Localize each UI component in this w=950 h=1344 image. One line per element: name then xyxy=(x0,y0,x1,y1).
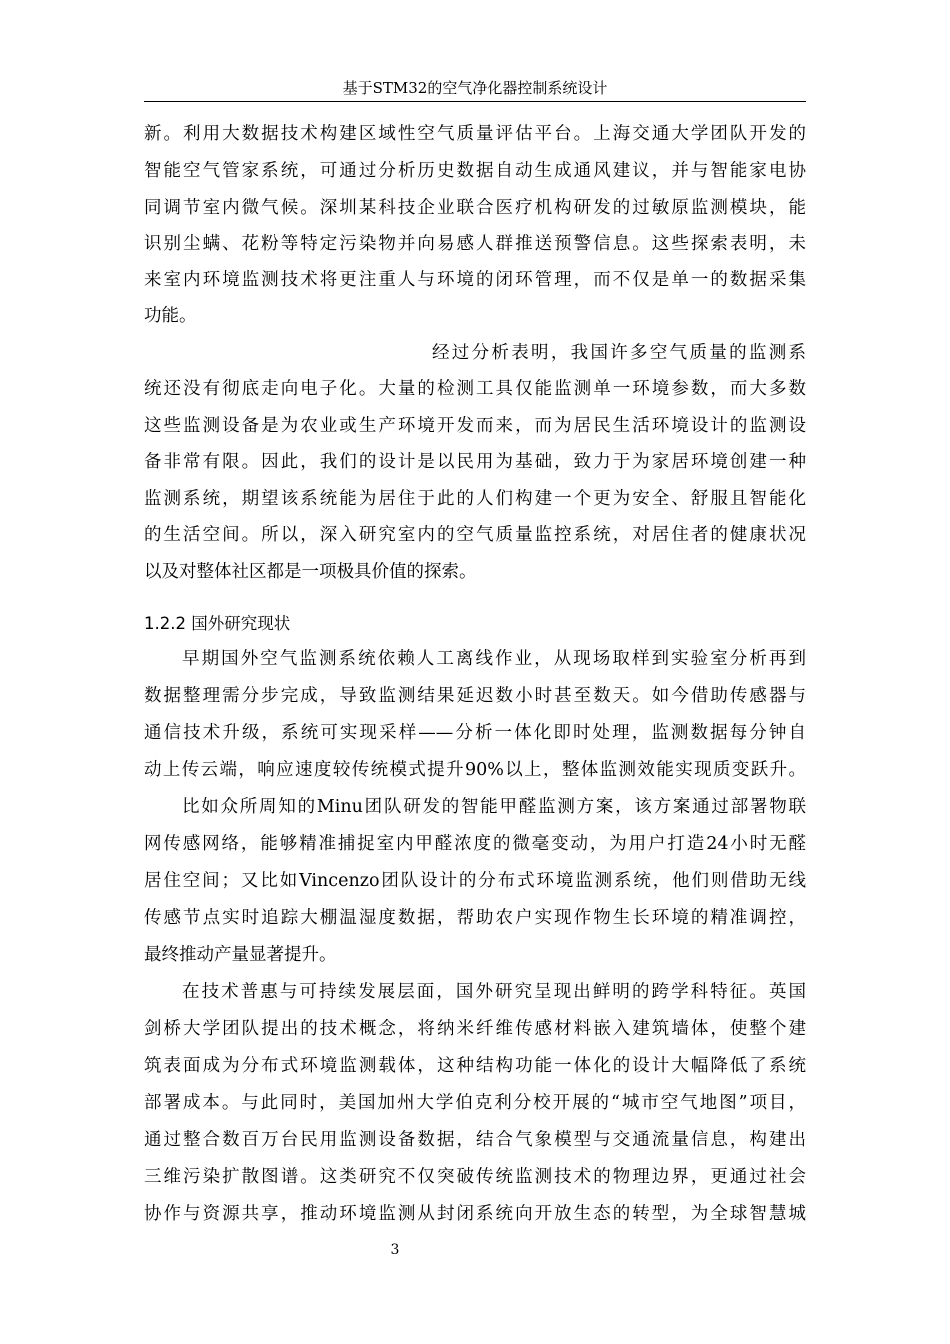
body-line: 协作与资源共享，推动环境监测从封闭系统向开放生态的转型，为全球智慧城 xyxy=(144,1204,806,1224)
body-line: 识别尘螨、花粉等特定污染物并向易感人群推送预警信息。这些探索表明，未 xyxy=(144,234,806,254)
body-line: 备非常有限。因此，我们的设计是以民用为基础，致力于为家居环境创建一种 xyxy=(144,452,806,472)
body-line: 动上传云端，响应速度较传统模式提升90%以上，整体监测效能实现质变跃升。 xyxy=(144,760,806,780)
body-line: 居住空间；又比如Vincenzo团队设计的分布式环境监测系统，他们则借助无线 xyxy=(144,871,806,891)
body-line: 通信技术升级，系统可实现采样——分析一体化即时处理，监测数据每分钟自 xyxy=(144,723,806,743)
body-line: 监测系统，期望该系统能为居住于此的人们构建一个更为安全、舒服且智能化 xyxy=(144,489,806,509)
body-line: 最终推动产量显著提升。 xyxy=(144,945,337,965)
body-line: 新。利用大数据技术构建区域性空气质量评估平台。上海交通大学团队开发的 xyxy=(144,124,806,144)
body-line: 同调节室内微气候。深圳某科技企业联合医疗机构研发的过敏原监测模块，能 xyxy=(144,198,806,218)
body-line: 早期国外空气监测系统依赖人工离线作业，从现场取样到实验室分析再到 xyxy=(182,649,806,669)
body-line: 以及对整体社区都是一项极具价值的探索。 xyxy=(144,562,477,582)
body-line: 比如众所周知的Minu团队研发的智能甲醛监测方案，该方案通过部署物联 xyxy=(182,797,806,817)
body-line: 的生活空间。所以，深入研究室内的空气质量监控系统，对居住者的健康状况 xyxy=(144,525,806,545)
body-line: 统还没有彻底走向电子化。大量的检测工具仅能监测单一环境参数，而大多数 xyxy=(144,379,806,399)
body-line: 筑表面成为分布式环境监测载体，这种结构功能一体化的设计大幅降低了系统 xyxy=(144,1056,806,1076)
body-line: 功能。 xyxy=(144,306,197,326)
body-line: 三维污染扩散图谱。这类研究不仅突破传统监测技术的物理边界，更通过社会 xyxy=(144,1167,806,1187)
body-line: 智能空气管家系统，可通过分析历史数据自动生成通风建议，并与智能家电协 xyxy=(144,161,806,181)
header-divider xyxy=(144,101,806,102)
body-line: 网传感网络，能够精准捕捉室内甲醛浓度的微毫变动，为用户打造24小时无醛 xyxy=(144,834,806,854)
body-line: 传感节点实时追踪大棚温湿度数据，帮助农户实现作物生长环境的精准调控， xyxy=(144,908,806,928)
body-line: 来室内环境监测技术将更注重人与环境的闭环管理，而不仅是单一的数据采集 xyxy=(144,270,806,290)
section-heading: 1.2.2 国外研究现状 xyxy=(144,614,291,633)
body-line: 数据整理需分步完成，导致监测结果延迟数小时甚至数天。如今借助传感器与 xyxy=(144,686,806,706)
body-line: 剑桥大学团队提出的技术概念，将纳米纤维传感材料嵌入建筑墙体，使整个建 xyxy=(144,1019,806,1039)
body-line: 部署成本。与此同时，美国加州大学伯克利分校开展的“城市空气地图”项目， xyxy=(144,1093,806,1113)
body-line: 这些监测设备是为农业或生产环境开发而来，而为居民生活环境设计的监测设 xyxy=(144,416,806,436)
page-number: 3 xyxy=(390,1242,400,1258)
running-header: 基于STM32的空气净化器控制系统设计 xyxy=(342,79,608,97)
body-line: 通过整合数百万台民用监测设备数据，结合气象模型与交通流量信息，构建出 xyxy=(144,1130,806,1150)
body-line: 经过分析表明，我国许多空气质量的监测系 xyxy=(432,343,806,363)
body-line: 在技术普惠与可持续发展层面，国外研究呈现出鲜明的跨学科特征。英国 xyxy=(182,982,806,1002)
